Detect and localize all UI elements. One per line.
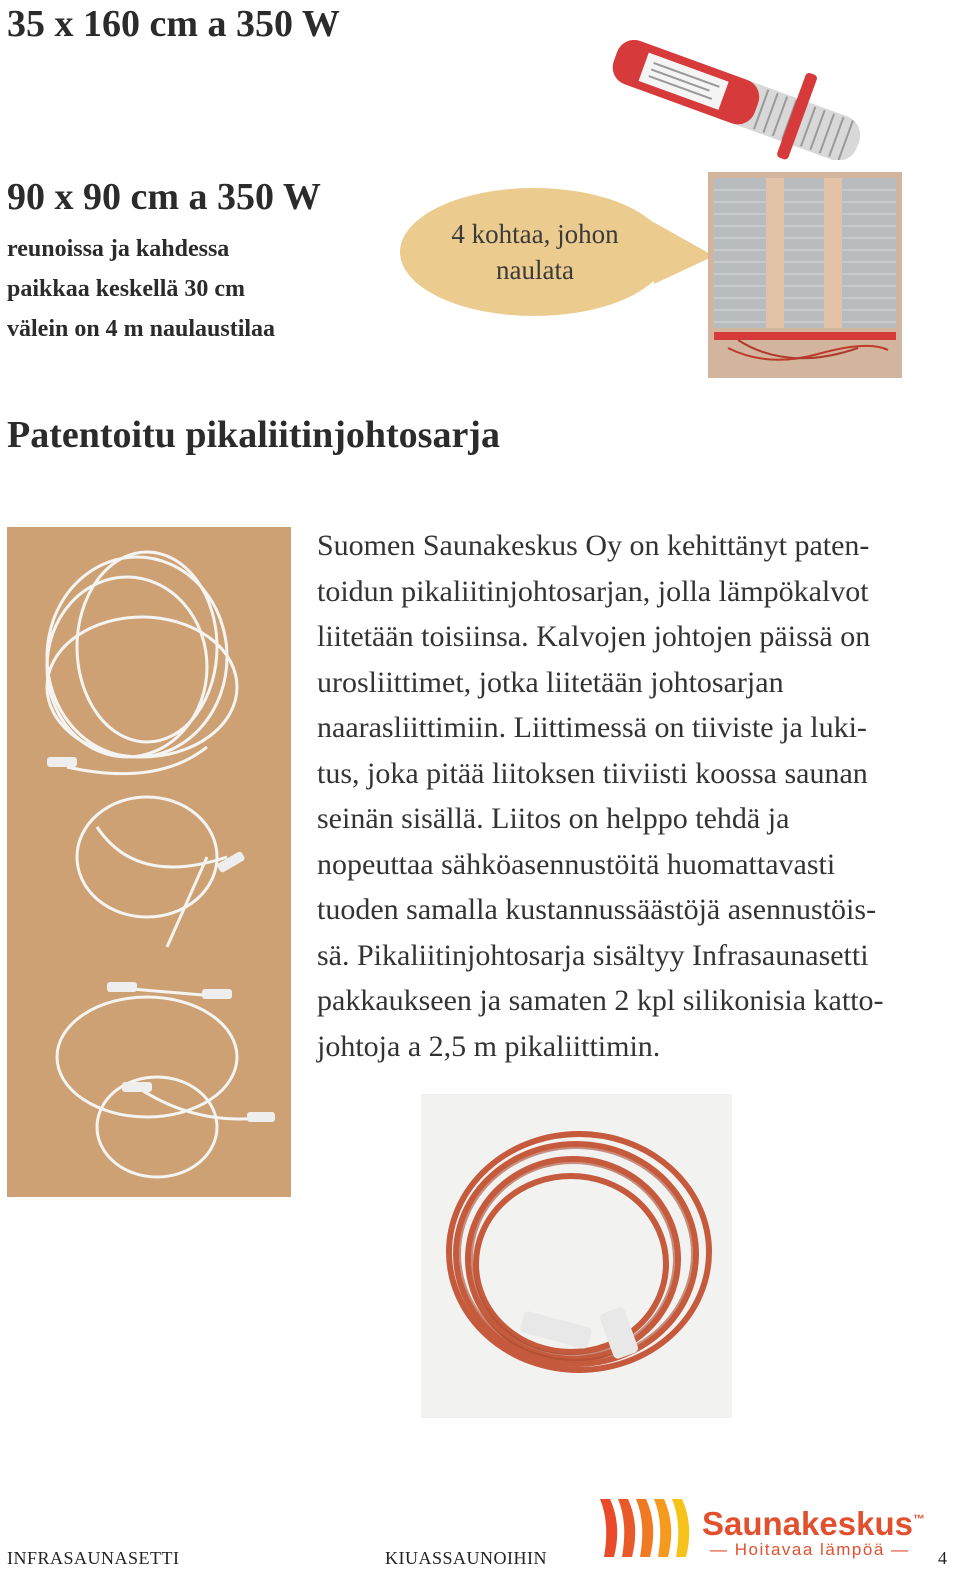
- rolled-film-photo: [598, 40, 878, 160]
- body-line: nopeuttaa sähköasennustöitä huomattavasti: [317, 847, 836, 881]
- brand-name-text: Saunakeskus: [702, 1505, 913, 1542]
- body-line: seinän sisällä. Liitos on helppo tehdä ja: [317, 802, 790, 835]
- page-number: 4: [938, 1548, 948, 1568]
- brand-tagline: — Hoitavaa lämpöä —: [710, 1540, 910, 1559]
- flame-logo-icon: [596, 1493, 700, 1563]
- body-line: urosliittimet, jotka liitetään johtosarjan: [317, 665, 784, 699]
- body-line: sä. Pikaliitinjohtosarja sisältyy Infrasaunasetti: [317, 938, 869, 972]
- footer-left: INFRASAUNASETTI: [7, 1548, 180, 1568]
- square-film-photo: [708, 172, 902, 378]
- body-line: naarasliittimiin. Liittimessä on tiiviste ja luki-: [317, 711, 867, 744]
- body-line: liitetään toisiinsa. Kalvojen johtojen päissä on: [317, 620, 871, 653]
- footer-center: KIUASSAUNOIHIN: [385, 1548, 547, 1568]
- body-line: pakkaukseen ja samaten 2 kpl silikonisia katto-: [317, 984, 884, 1017]
- heading-size-1: 35 x 160 cm a 350 W: [7, 3, 340, 45]
- body-line: Suomen Saunakeskus Oy on kehittänyt paten-: [317, 529, 870, 562]
- nailing-info-line: välein on 4 m naulaustilaa: [7, 316, 276, 342]
- white-cable-set-photo: [7, 527, 291, 1197]
- nailing-info-line: paikkaa keskellä 30 cm: [7, 276, 246, 302]
- nailing-info: [7, 229, 387, 349]
- nailing-info-line: reunoissa ja kahdessa: [7, 236, 230, 262]
- body-line: johtoja a 2,5 m pikaliittimin.: [317, 1029, 661, 1063]
- trademark: ™: [912, 1512, 925, 1526]
- brand-name: [702, 1505, 925, 1543]
- body-line: tus, joka pitää liitoksen tiiviisti koossa saunan: [317, 756, 868, 790]
- callout-line: 4 kohtaa, johon: [451, 219, 619, 249]
- body-line: tuoden samalla kustannussäästöjä asennustöis-: [317, 893, 877, 926]
- body-line: toidun pikaliitinjohtosarjan, jolla lämpökalvot: [317, 574, 869, 608]
- section-title: Patentoitu pikaliitinjohtosarja: [7, 414, 500, 456]
- silicone-cable-photo: [421, 1094, 732, 1418]
- description-paragraph: [317, 523, 929, 1069]
- heading-size-2: 90 x 90 cm a 350 W: [7, 176, 321, 218]
- callout-text: [410, 216, 660, 288]
- callout-line: naulata: [496, 255, 574, 285]
